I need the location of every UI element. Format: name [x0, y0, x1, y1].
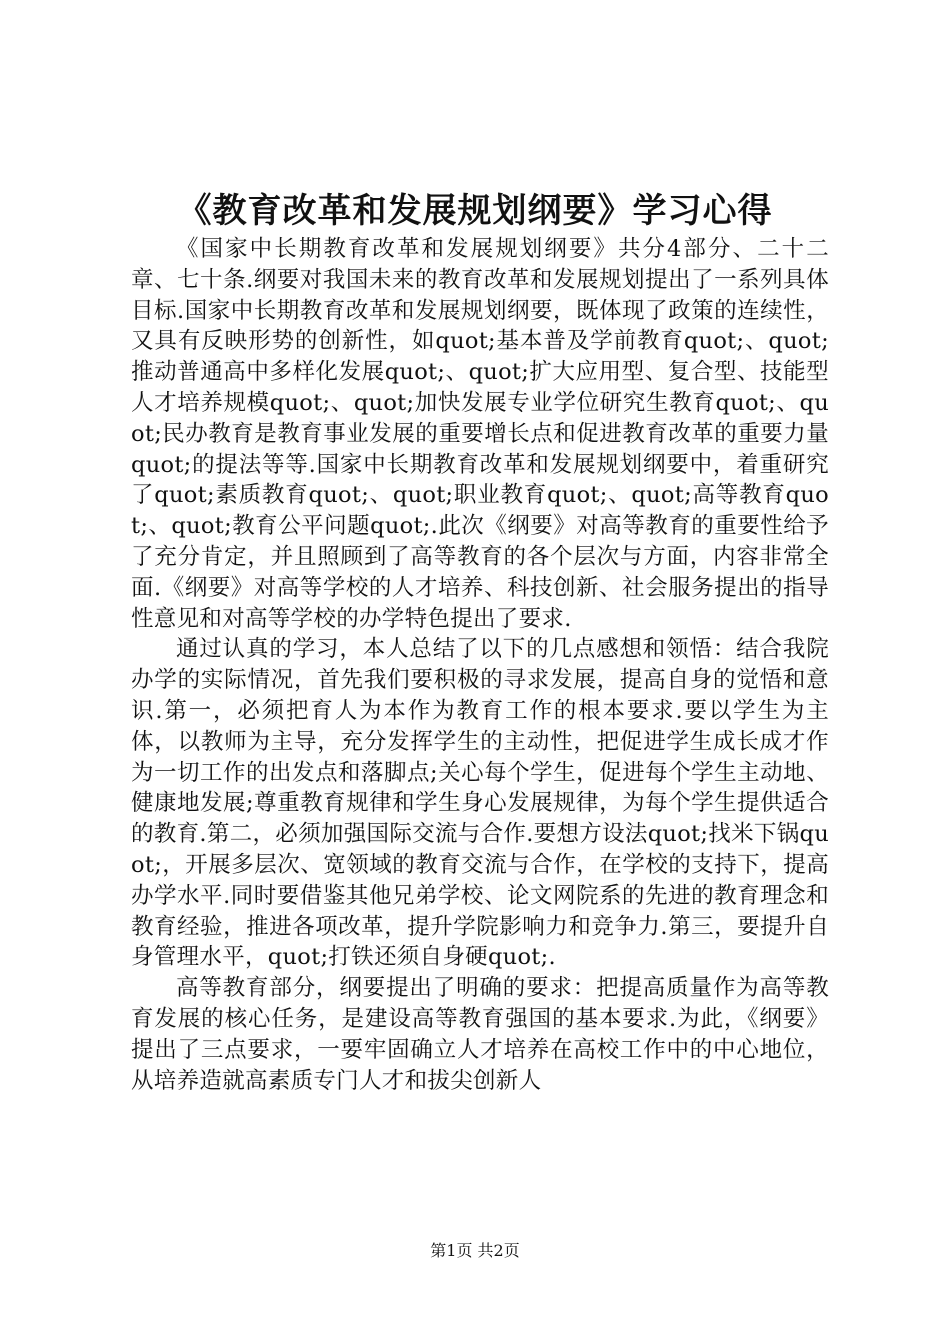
document-title: 《教育改革和发展规划纲要》学习心得	[177, 191, 773, 231]
document-body	[131, 234, 829, 1096]
paragraph-1: 《国家中长期教育改革和发展规划纲要》共分4部分、二十二章、七十条.纲要对我国未来的教育改革和发展规划提出了一系列具体目标.国家中长期教育改革和发展规划纲要，既体现了政策的连续性，又具有反映形势的创新性，如quot;基本普及学前教育quot;、quot;推动普通高中多样化发展quot;、quot;扩大应用型、复合型、技能型人才培养规模quot;、quot;加快发展专业学位研究生教育quot;、quot;民办教育是教育事业发展的重要增长点和促进教育改革的重要力量quot;的提法等等.国家中长期教育改革和发展规划纲要中，着重研究了quot;素质教育quot;、quot;职业教育quot;、quot;高等教育quot;、quot;教育公平问题quot;.此次《纲要》对高等教育的重要性给予了充分肯定，并且照顾到了高等教育的各个层次与方面，内容非常全面.《纲要》对高等学校的人才培养、科技创新、社会服务提出的指导性意见和对高等学校的办学特色提出了要求.	[131, 236, 829, 632]
paragraph-2: 通过认真的学习，本人总结了以下的几点感想和领悟：结合我院办学的实际情况，首先我们要积极的寻求发展，提高自身的觉悟和意识.第一，必须把育人为本作为教育工作的根本要求.要以学生为主体，以教师为主导，充分发挥学生的主动性，把促进学生成长成才作为一切工作的出发点和落脚点;关心每个学生，促进每个学生主动地、健康地发展;尊重教育规律和学生身心发展规律，为每个学生提供适合的教育.第二，必须加强国际交流与合作.要想方设法quot;找米下锅quot;，开展多层次、宽领域的教育交流与合作，在学校的支持下，提高办学水平.同时要借鉴其他兄弟学校、论文网院系的先进的教育理念和教育经验，推进各项改革，提升学院影响力和竞争力.第三，要提升自身管理水平，quot;打铁还须自身硬quot;.	[131, 636, 829, 971]
page-footer: 第1页 共2页	[430, 1241, 520, 1260]
paragraph-3: 高等教育部分，纲要提出了明确的要求：把提高质量作为高等教育发展的核心任务，是建设高等教育强国的基本要求.为此，《纲要》提出了三点要求，一要牢固确立人才培养在高校工作中的中心地位，从培养造就高素质专门人才和拔尖创新人	[131, 975, 829, 1094]
